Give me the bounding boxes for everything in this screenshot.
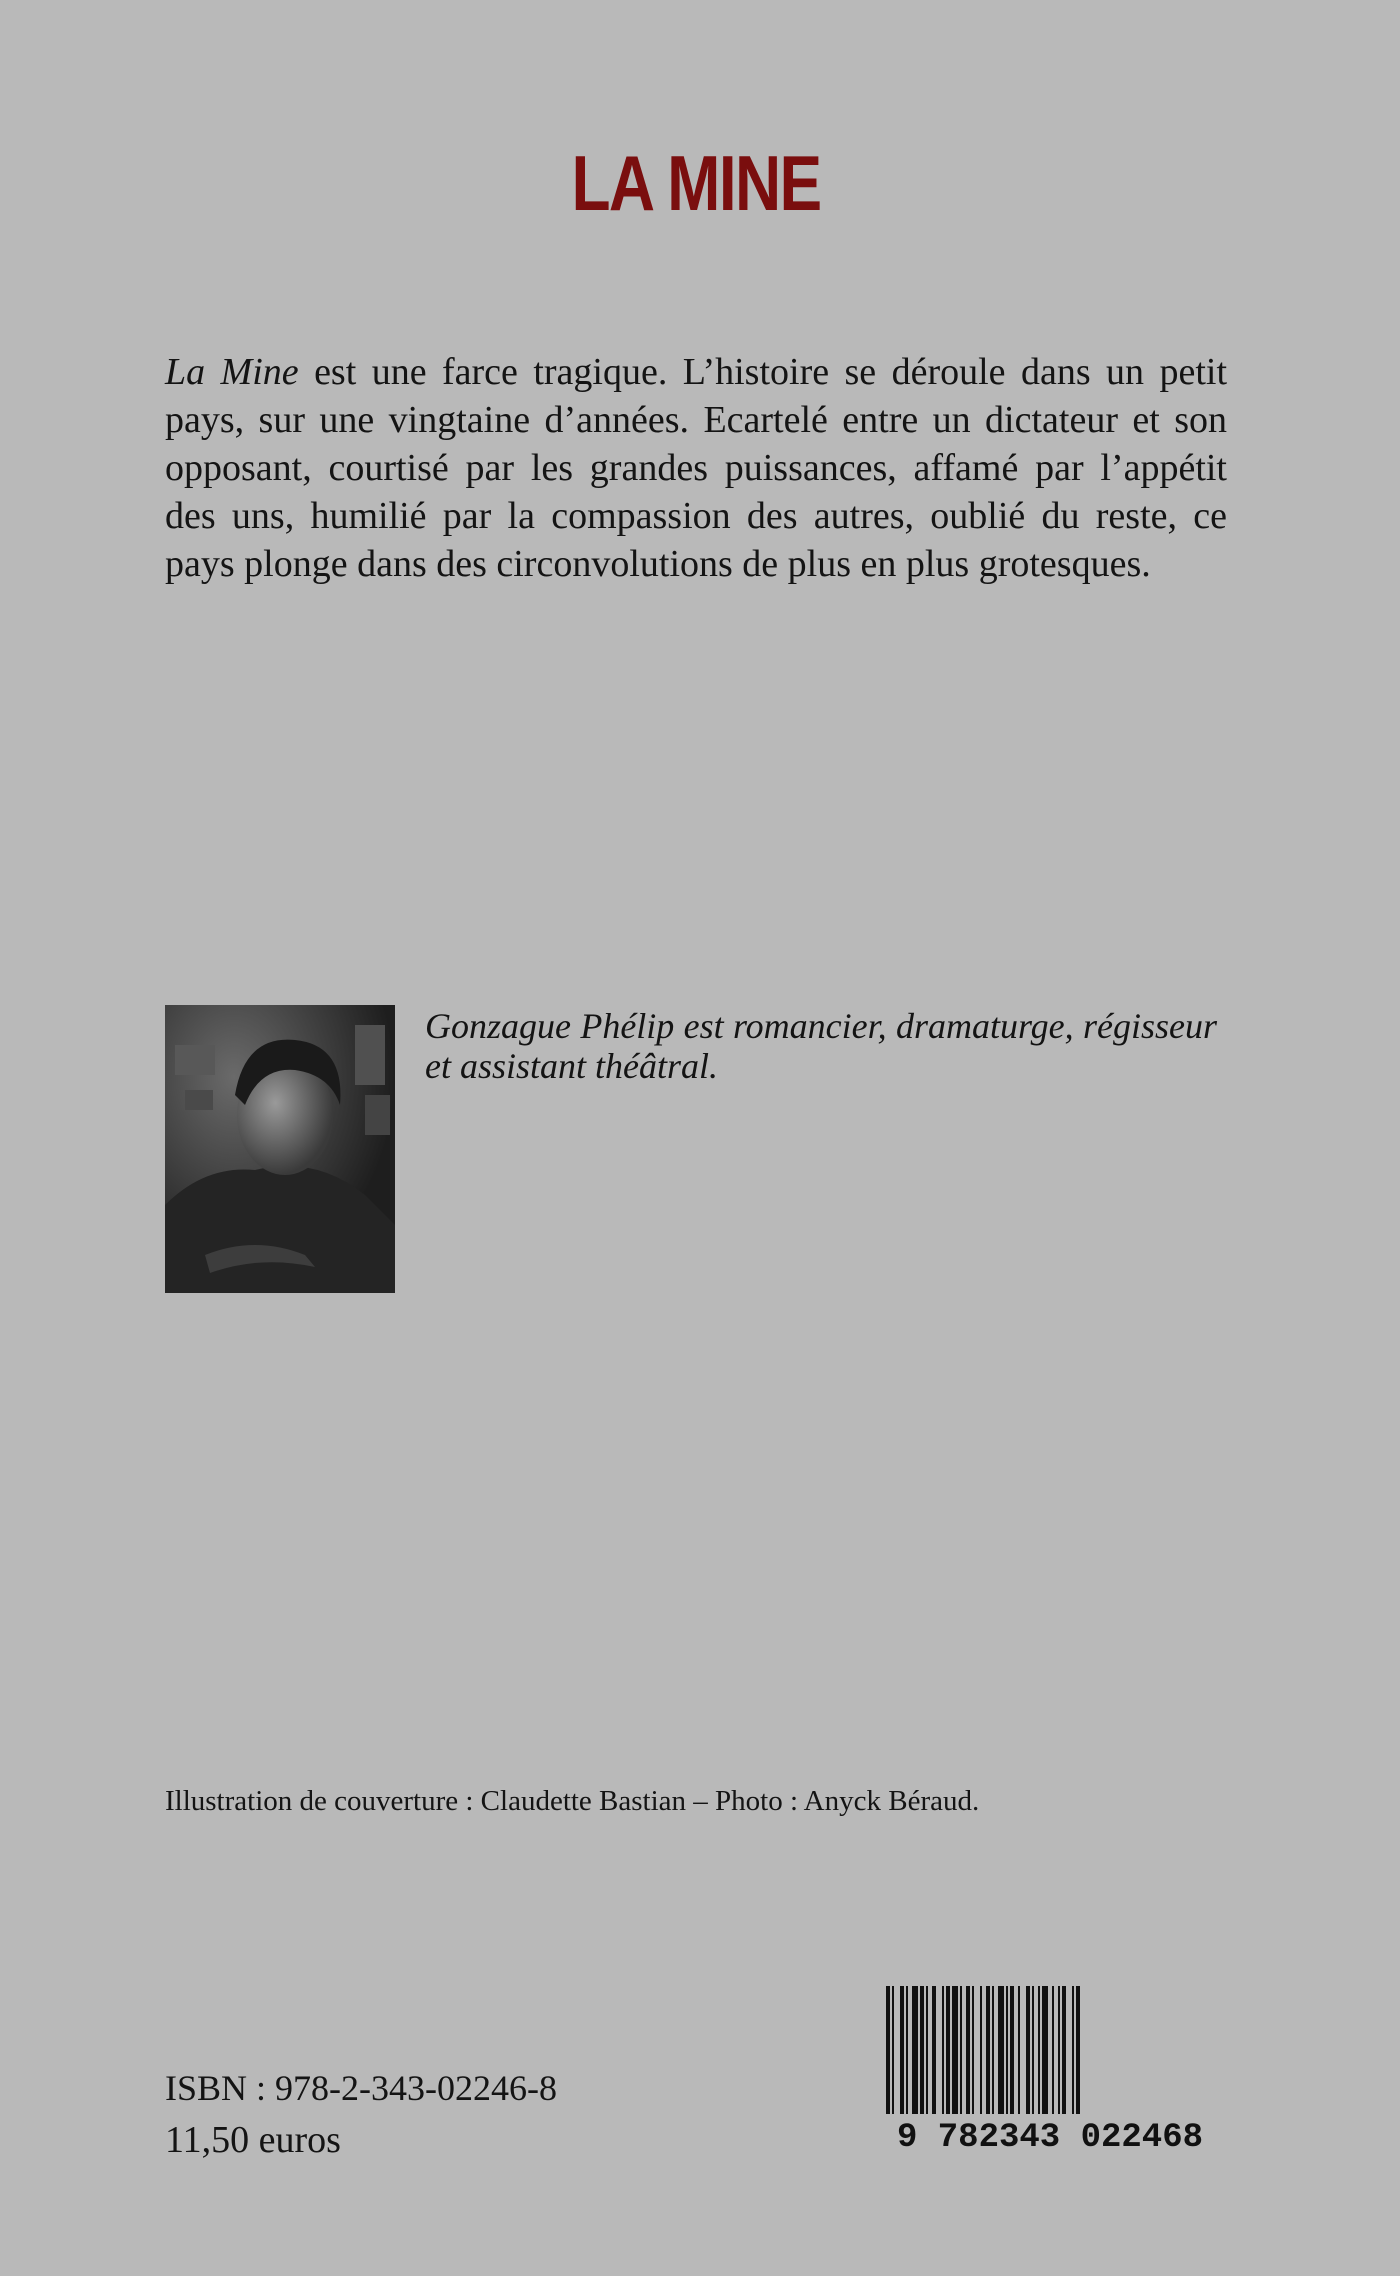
barcode-bar [966,1986,970,2114]
isbn: ISBN : 978-2-343-02246-8 [165,2068,557,2108]
barcode-bar [1042,1986,1048,2114]
barcode-bar [1010,1986,1014,2114]
barcode-bar [886,1986,890,2114]
barcode-bar [972,1986,974,2114]
author-portrait-icon [165,1005,395,1293]
barcode-bar [1038,1986,1040,2114]
barcode-bar [906,1986,908,2114]
barcode-bar [1052,1986,1054,2114]
barcode-bar [920,1986,924,2114]
barcode-bar [892,1986,894,2114]
barcode-icon [872,1986,1228,2152]
barcode-digits: 9 782343 022468 [896,2119,1204,2152]
summary-text: est une farce tragique. L’histoire se déroule dans un petit pays, sur une vingtaine d’années. Ecartelé entre un dictateur et son opposant, courtisé par les grandes puissances, affamé par l’appétit des uns, humilié par la compassion des autres, oublié du reste, ce pays plonge dans des circonvolutions de plus en plus grotesques. [165,351,1227,585]
barcode-bar [952,1986,958,2114]
barcode-bar [926,1986,928,2114]
barcode-bar [960,1986,962,2114]
summary-italic-title: La Mine [165,351,299,393]
barcode-bar [986,1986,990,2114]
barcode-bar [1026,1986,1030,2114]
cover-credits: Illustration de couverture : Claudette Bastian – Photo : Anyck Béraud. [165,1785,980,1817]
barcode-bar [998,1986,1004,2114]
barcode-bar [1062,1986,1066,2114]
barcode-bar [1058,1986,1060,2114]
book-summary [165,348,1227,588]
barcode-bar [932,1986,936,2114]
author-portrait-photo [165,1005,395,1293]
barcode-bar [992,1986,994,2114]
barcode-bar [900,1986,904,2114]
barcode-bar [946,1986,950,2114]
barcode-bar [1006,1986,1008,2114]
price: 11,50 euros [165,2119,341,2161]
barcode-bar [980,1986,982,2114]
barcode-bar [1032,1986,1034,2114]
author-bio: Gonzague Phélip est romancier, dramaturge, régisseur et assistant théâtral. [425,1006,1217,1086]
barcode-bars [886,1986,1080,2114]
book-title: LA MINE [571,139,821,227]
barcode-bar [1072,1986,1074,2114]
barcode-bar [942,1986,944,2114]
barcode-bar [1018,1986,1020,2114]
barcode-bar [1076,1986,1080,2114]
barcode-bar [912,1986,918,2114]
